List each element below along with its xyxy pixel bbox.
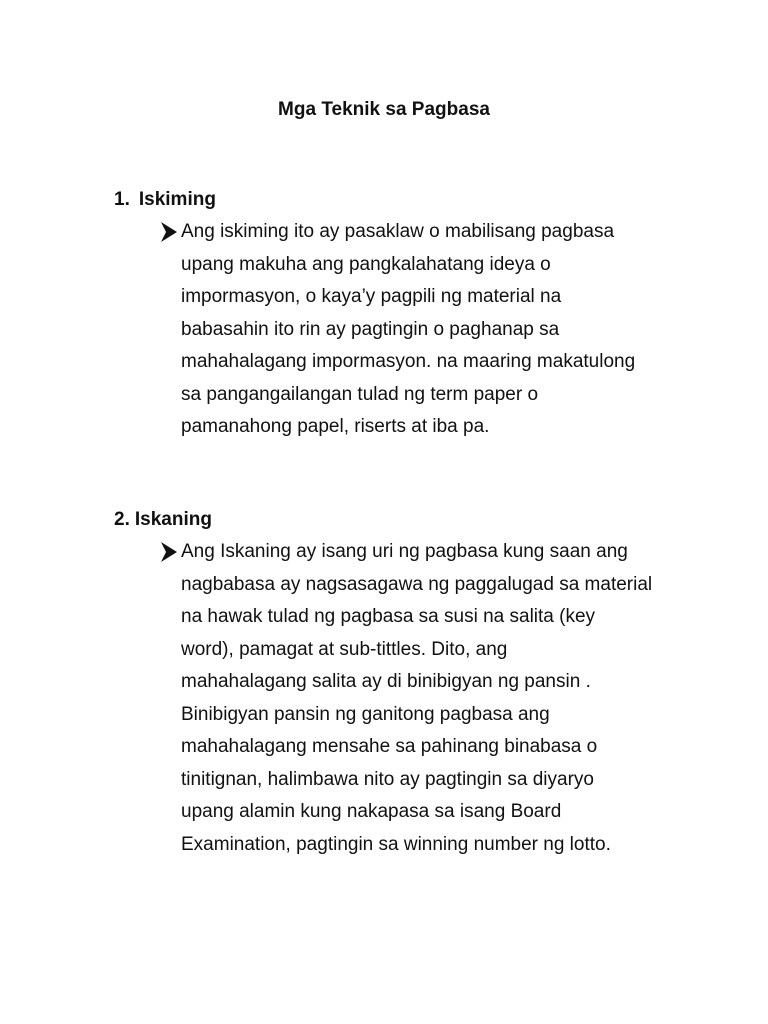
paragraph-line: Ang Iskaning ay isang uri ng pagbasa kung saan ang — [181, 541, 628, 562]
paragraph-line: Binibigyan pansin ng ganitong pagbasa ang — [181, 703, 550, 725]
paragraph-line: sa pangangailangan tulad ng term paper o — [181, 383, 539, 405]
section-number: 1. — [114, 189, 130, 210]
paragraph-line: impormasyon, o kaya’y pagpili ng material na — [181, 286, 562, 307]
section-heading-iskiming — [114, 184, 216, 216]
paragraph-line: nagbabasa ay nagsasagawa ng paggalugad sa material — [181, 573, 653, 595]
paragraph-line: upang makuha ang pangkalahatang ideya o — [181, 253, 551, 275]
arrowhead-bullet-icon — [160, 221, 178, 243]
paragraph-line: Examination, pagtingin sa winning number ng lotto. — [181, 833, 611, 855]
paragraph-line: babasahin ito rin ay pagtingin o paghanap sa — [181, 318, 560, 340]
section-title: Iskiming — [138, 189, 216, 210]
section-number: 2. — [114, 509, 130, 530]
paragraph-line: mahahalagang mensahe sa pahinang binabasa o — [181, 736, 598, 757]
bullet-paragraph-iskaning — [160, 536, 720, 861]
paragraph-line: tinitignan, halimbawa nito ay pagtingin sa diyaryo — [181, 768, 594, 790]
paragraph-line: Ang iskiming ito ay pasaklaw o mabilisang pagbasa — [181, 221, 615, 242]
section-heading-iskaning — [114, 504, 212, 536]
section-title: Iskaning — [134, 509, 212, 530]
paragraph-line: na hawak tulad ng pagbasa sa susi na salita (key — [181, 606, 596, 627]
paragraph-line: word), pamagat at sub-tittles. Dito, ang — [181, 638, 508, 660]
paragraph-line: pamanahong papel, riserts at iba pa. — [181, 416, 490, 437]
paragraph-line: mahahalagang salita ay di binibigyan ng pansin . — [181, 671, 591, 692]
paragraph-line: upang alamin kung nakapasa sa isang Board — [181, 801, 562, 822]
document-title: Mga Teknik sa Pagbasa — [278, 99, 490, 120]
bullet-paragraph-iskiming — [160, 216, 720, 444]
paragraph-line: mahahalagang impormasyon. na maaring makatulong — [181, 351, 636, 372]
arrowhead-bullet-icon — [160, 541, 178, 563]
